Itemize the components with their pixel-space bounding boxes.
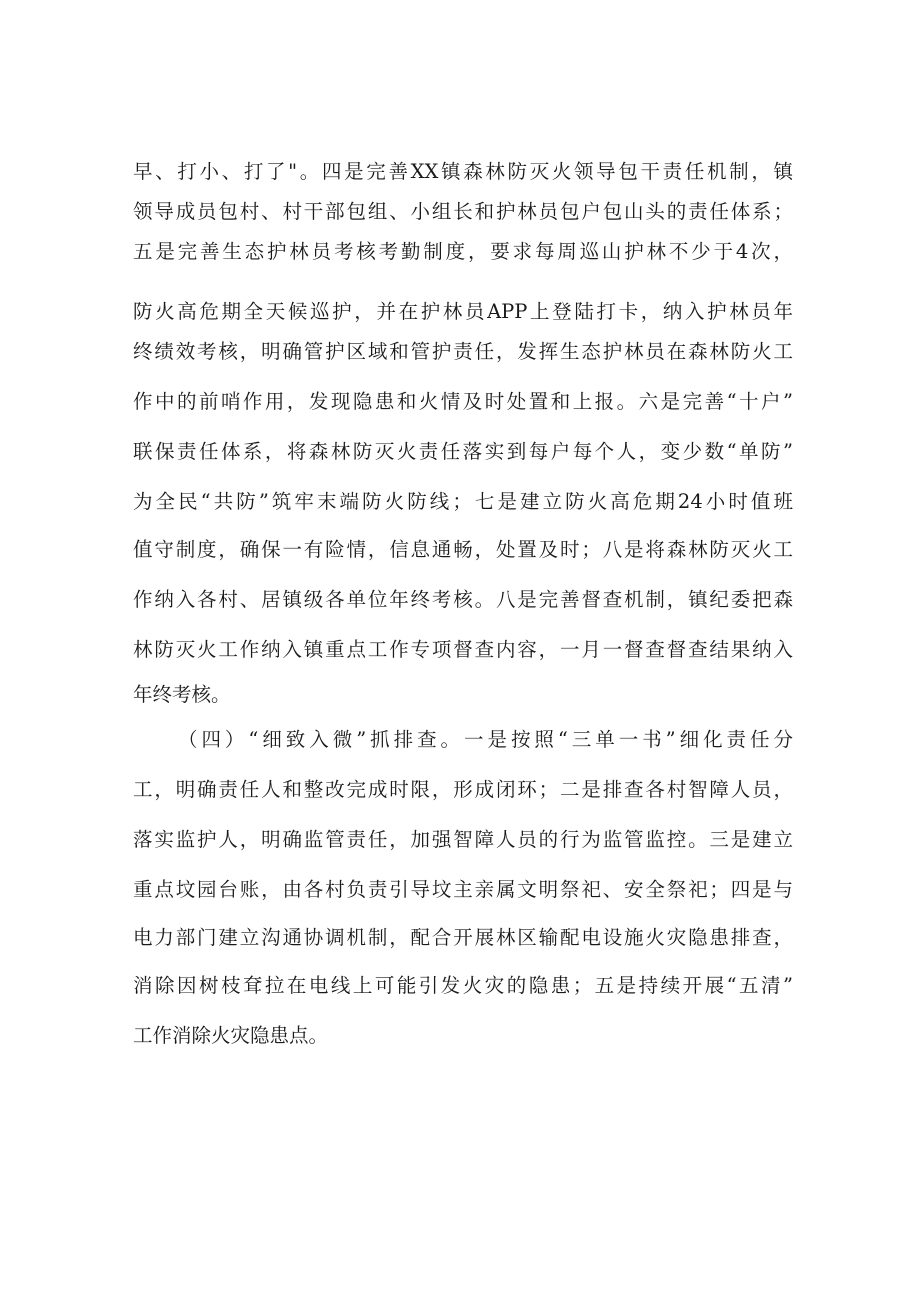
paragraph-2-line-7: 工作消除火灾隐患点。 [133, 1024, 329, 1047]
paragraph-2-line-4: 重点坟园台账，由各村负责引导坟主亲属文明祭祀、安全祭祀；四是与 [133, 878, 793, 901]
paragraph-1-line-10: 作纳入各村、居镇级各单位年终考核。八是完善督查机制，镇纪委把森 [133, 588, 793, 611]
paragraph-1-line-1: 早、打小、打了"。四是完善XX镇森林防灭火领导包干责任机制，镇 [133, 160, 793, 183]
paragraph-1-line-5: 终绩效考核，明确管护区域和管护责任，发挥生态护林员在森林防火工 [133, 340, 793, 363]
paragraph-2-line-6: 消除因树枝耷拉在电线上可能引发火灾的隐患；五是持续开展“五清” [133, 974, 793, 997]
paragraph-1-line-8: 为全民“共防”筑牢末端防火防线；七是建立防火高危期24小时值班 [133, 490, 793, 513]
paragraph-1-line-2: 领导成员包村、村干部包组、小组长和护林员包户包山头的责任体系； [133, 200, 793, 223]
paragraph-1-line-7: 联保责任体系，将森林防灭火责任落实到每户每个人，变少数“单防” [133, 440, 793, 463]
paragraph-1-line-12: 年终考核。 [133, 683, 231, 706]
paragraph-2-line-1: （四）“细致入微”抓排查。一是按照“三单一书”细化责任分 [178, 728, 793, 751]
paragraph-2-line-5: 电力部门建立沟通协调机制，配合开展林区输配电设施火灾隐患排查， [133, 926, 793, 949]
paragraph-1-line-4: 防火高危期全天候巡护，并在护林员APP上登陆打卡，纳入护林员年 [133, 300, 793, 323]
paragraph-1-line-3: 五是完善生态护林员考核考勤制度，要求每周巡山护林不少于4次， [133, 240, 793, 263]
paragraph-2-line-2: 工，明确责任人和整改完成时限，形成闭环；二是排查各村智障人员， [133, 778, 793, 801]
paragraph-1-line-11: 林防灭火工作纳入镇重点工作专项督查内容，一月一督查督查结果纳入 [133, 638, 793, 661]
paragraph-1-line-6: 作中的前哨作用，发现隐患和火情及时处置和上报。六是完善“十户” [133, 390, 793, 413]
paragraph-2-line-3: 落实监护人，明确监管责任，加强智障人员的行为监管监控。三是建立 [133, 828, 793, 851]
paragraph-1-line-9: 值守制度，确保一有险情，信息通畅，处置及时；八是将森林防灭火工 [133, 538, 793, 561]
